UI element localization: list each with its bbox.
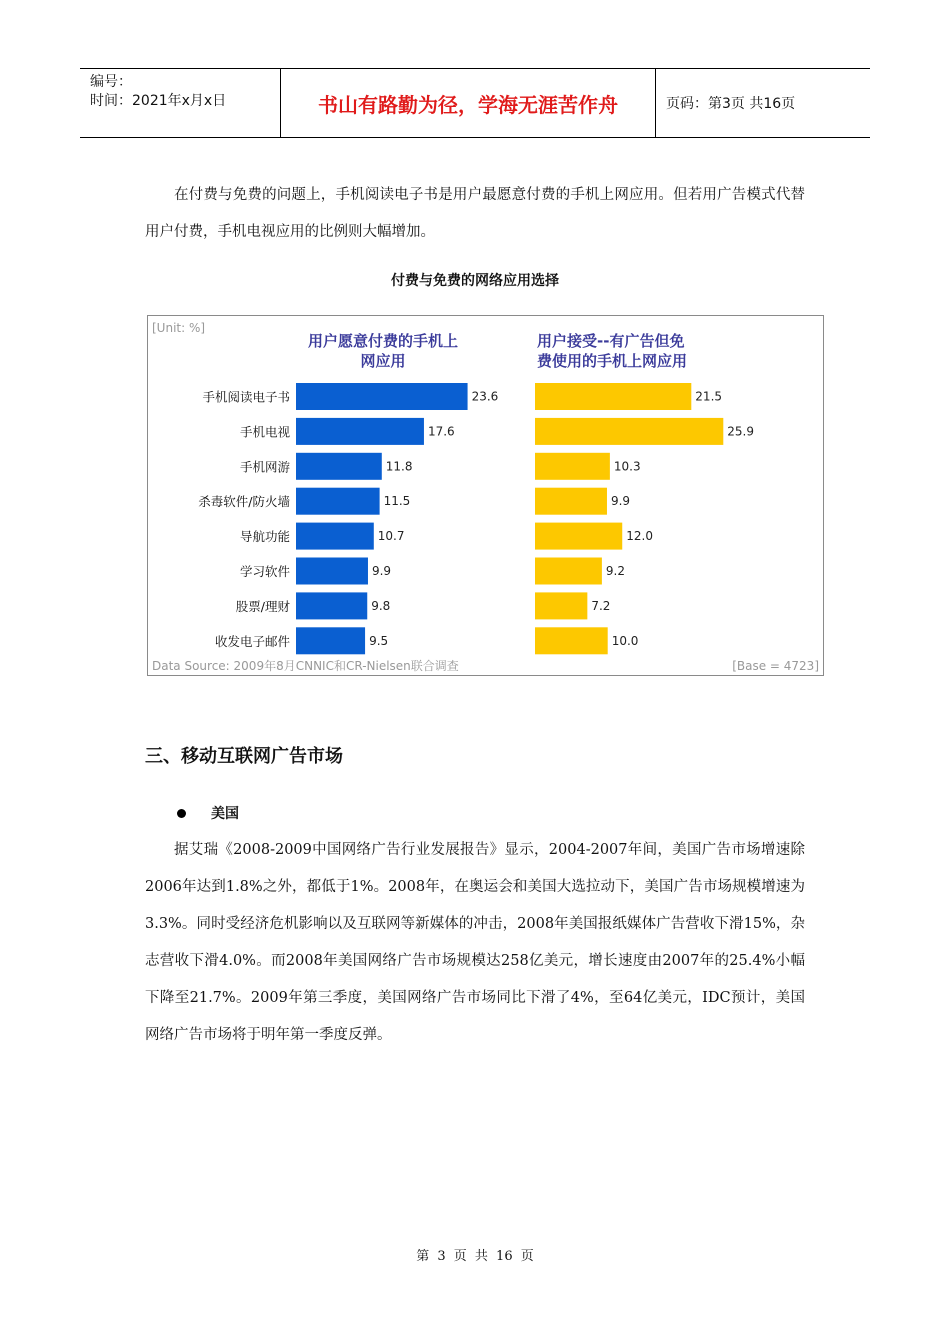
page-footer: 第 3 页 共 16 页 [416, 1249, 534, 1264]
data-label-series-0-2: 11.8 [385, 459, 413, 474]
bar-series-1-0 [535, 383, 691, 410]
section-heading: 三、移动互联网广告市场 [145, 746, 343, 767]
bar-series-0-0 [296, 383, 468, 410]
body-paragraph: 据艾瑞《2008-2009中国网络广告行业发展报告》显示，2004-2007年间，美国广告市场增速除 2006年达到1.8%之外，都低于1%。2008年，在奥运会和美国大选拉动下，美国广告市场规模增速为3.3%。同时受经济危机影响以及互联网等新媒体的冲击，2008年美国报纸媒体广告营收下滑15%，杂志营收下滑4.0%。而2008年美国网络广告市场规模达258亿美元，增长速度由2007年的25.4%小幅下降至21.7%。2009年第三季度，美国网络广告市场同比下滑了4%，至64亿美元，IDC预计，美国网络广告市场将于明年第一季度反弹。 [145, 842, 805, 1043]
data-label-series-1-0: 21.5 [695, 389, 723, 404]
bar-series-1-1 [535, 418, 723, 445]
category-label-4: 导航功能 [239, 529, 290, 545]
bar-series-1-4 [535, 523, 622, 550]
bar-series-0-7 [296, 627, 365, 654]
data-label-series-1-1: 25.9 [727, 424, 755, 439]
chart-unit-label: [Unit: %] [152, 321, 206, 335]
category-label-5: 学习软件 [239, 564, 290, 579]
data-label-series-0-4: 10.7 [377, 529, 405, 544]
chart-caption: 付费与免费的网络应用选择 [391, 273, 559, 289]
category-label-1: 手机电视 [239, 424, 290, 440]
data-label-series-1-6: 7.2 [591, 598, 611, 613]
data-label-series-1-4: 12.0 [626, 529, 653, 544]
bar-series-0-2 [296, 453, 382, 480]
data-label-series-0-5: 9.9 [371, 564, 392, 578]
series-title-0-line-0: 用户愿意付费的手机上 [307, 332, 459, 350]
document-number-label: 编号： [90, 74, 132, 90]
chart-source-label: Data Source: 2009年8月CNNIC和CR-Nielsen联合调查 [152, 659, 459, 673]
data-label-series-1-2: 10.3 [613, 459, 641, 474]
page-header [80, 68, 870, 138]
category-label-0: 手机阅读电子书 [202, 389, 290, 405]
bar-series-0-1 [296, 418, 424, 445]
bullet-label: 美国 [211, 806, 239, 822]
category-label-3: 杀毒软件/防火墙 [198, 494, 290, 510]
data-label-series-1-3: 9.9 [610, 494, 631, 509]
data-label-series-0-1: 17.6 [427, 424, 455, 439]
data-label-series-0-6: 9.8 [371, 598, 391, 613]
category-label-7: 收发电子邮件 [214, 633, 290, 649]
bar-series-1-7 [535, 627, 608, 654]
bar-series-1-2 [535, 453, 610, 480]
category-label-6: 股票/理财 [235, 598, 290, 614]
data-label-series-0-3: 11.5 [383, 494, 411, 509]
bar-series-1-5 [535, 558, 602, 585]
data-label-series-1-7: 10.0 [611, 633, 639, 648]
series-title-1-line-0: 用户接受--有广告但免 [537, 332, 685, 350]
bar-series-1-6 [535, 592, 587, 619]
bar-chart-canvas [148, 316, 823, 675]
header-meta [80, 69, 280, 137]
bar-series-1-3 [535, 488, 607, 515]
bar-series-0-3 [296, 488, 380, 515]
intro-paragraph: 在付费与免费的问题上，手机阅读电子书是用户最愿意付费的手机上网应用。但若用广告模式代替用户付费，手机电视应用的比例则大幅增加。 [145, 187, 805, 240]
series-title-0-line-1: 网应用 [360, 352, 406, 370]
bar-series-0-4 [296, 523, 374, 550]
bullet-dot-icon [177, 809, 186, 818]
data-label-series-1-5: 9.2 [605, 564, 625, 578]
chart-base-label: [Base = 4723] [732, 659, 819, 673]
bar-chart [147, 315, 824, 676]
header-page-info: 页码：第3页 共16页 [666, 96, 796, 112]
bullet-item [177, 803, 239, 823]
document-time-label: 时间：2021年x月x日 [90, 93, 227, 109]
data-label-series-0-0: 23.6 [471, 389, 499, 404]
series-title-1-line-1: 费使用的手机上网应用 [537, 352, 688, 370]
bar-series-0-6 [296, 592, 367, 619]
header-motto: 书山有路勤为径，学海无涯苦作舟 [280, 69, 656, 137]
bar-series-0-5 [296, 558, 368, 585]
data-label-series-0-7: 9.5 [369, 633, 389, 648]
category-label-2: 手机网游 [239, 459, 290, 475]
